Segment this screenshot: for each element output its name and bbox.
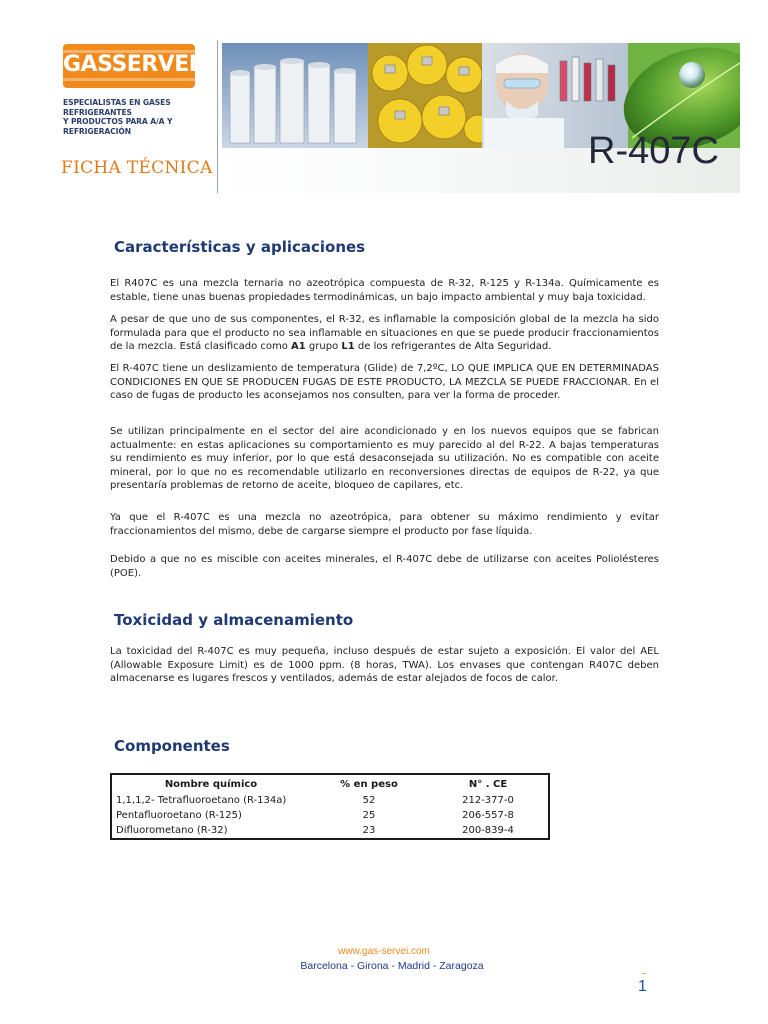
safety-class-a1: A1 — [291, 341, 306, 352]
brand-logo-text: GASSERVEI — [63, 52, 197, 77]
footer-cities: Barcelona - Girona - Madrid - Zaragoza — [300, 960, 484, 972]
components-table — [110, 773, 550, 840]
cell-name: Difluorometano (R-32) — [116, 825, 228, 836]
section-title-toxicidad: Toxicidad y almacenamiento — [114, 611, 354, 629]
page-mark: ~ — [641, 970, 647, 978]
cell-name: Pentafluoroetano (R-125) — [116, 810, 242, 821]
tagline-line-2: Y PRODUCTOS PARA A/A Y REFRIGERACIÓN — [63, 117, 173, 136]
header-divider — [217, 40, 218, 193]
table-header-row — [111, 774, 549, 793]
tagline-line-1: ESPECIALISTAS EN GASES REFRIGERANTES — [63, 98, 171, 117]
cell-weight: 23 — [362, 825, 376, 836]
section-title-componentes: Componentes — [114, 737, 230, 755]
safety-group-l1: L1 — [341, 341, 355, 352]
cell-ce: 200-839-4 — [462, 825, 514, 836]
table-row — [111, 793, 549, 808]
paragraph-applications: Se utilizan principalmente en el sector del aire acondicionado y en los nuevos equipos que se fabrican actualmente: en estas aplicaciones su comportamiento es muy parecido al del R-22. A bajas temperaturas su rendimiento es muy inferior, por lo que está desaconsejada su utilización. No es compatible con aceite mineral, por lo que no es recomendable utilizarlo en reconversiones directas de equipos de R-22, ya que presentaría problemas de retorno de aceite, bloqueo de capilares, etc. — [110, 426, 659, 491]
cell-weight: 25 — [362, 810, 376, 821]
paragraph-composition: El R407C es una mezcla ternaria no azeotrópica compuesta de R-32, R-125 y R-134a. Químicamente es estable, tiene unas buenas propiedades termodinámicas, un bajo impacto ambiental y muy baja toxicidad. — [110, 278, 659, 303]
table-row — [111, 808, 549, 823]
column-header-weight: % en peso — [340, 778, 398, 790]
brand-logo — [63, 44, 195, 88]
paragraph-charging: Ya que el R-407C es una mezcla no azeotrópica, para obtener su máximo rendimiento y evitar fraccionamientos del mismo, debe de cargarse siempre el producto por fase líquida. — [110, 512, 659, 537]
column-header-name: Nombre químico — [164, 778, 258, 790]
page-number: 1 — [638, 978, 647, 995]
paragraph-toxicity: La toxicidad del R-407C es muy pequeña, incluso después de estar sujeto a exposición. El valor del AEL (Allowable Exposure Limit) es de 1000 ppm. (8 horas, TWA). Los envases que contengan R407C deben almacenarse es lugares frescos y ventilados, además de estar alejados de focos de calor. — [110, 646, 659, 684]
footer-website-link[interactable]: www.gas-servei.com — [338, 946, 430, 957]
brand-tagline — [63, 98, 213, 136]
cell-ce: 206-557-8 — [462, 810, 514, 821]
cell-name: 1,1,1,2- Tetrafluoroetano (R-134a) — [116, 795, 287, 806]
column-header-ce: N° . CE — [468, 778, 508, 790]
section-title-caracteristicas: Características y aplicaciones — [114, 238, 366, 256]
paragraph-flammability: A pesar de que uno de sus componentes, el R-32, es inflamable la composición global de la mezcla ha sido formulada para que el producto no sea inflamable en situaciones en que se puede producir fraccionamientos de la mezcla. Está clasificado como A1 grupo L1 de los refrigerantes de Alta Seguridad. — [110, 314, 659, 352]
cell-ce: 212-377-0 — [462, 795, 514, 806]
product-name: R-407C — [588, 130, 719, 172]
table-row — [111, 823, 549, 839]
cell-weight: 52 — [362, 795, 376, 806]
paragraph-glide: El R-407C tiene un deslizamiento de temperatura (Glide) de 7,2ºC, LO QUE IMPLICA QUE EN DETERMINADAS CONDICIONES EN QUE SE PRODUCEN FUGAS DE ESTE PRODUCTO, LA MEZCLA SE PUEDE FRACCIONAR. En el caso de fugas de producto les aconsejamos nos consulten, para ver la forma de proceder. — [110, 363, 659, 401]
document-type: FICHA TÉCNICA — [61, 158, 213, 178]
paragraph-oils: Debido a que no es miscible con aceites minerales, el R-407C debe de utilizarse con aceites Poliolésteres (POE). — [110, 554, 659, 579]
